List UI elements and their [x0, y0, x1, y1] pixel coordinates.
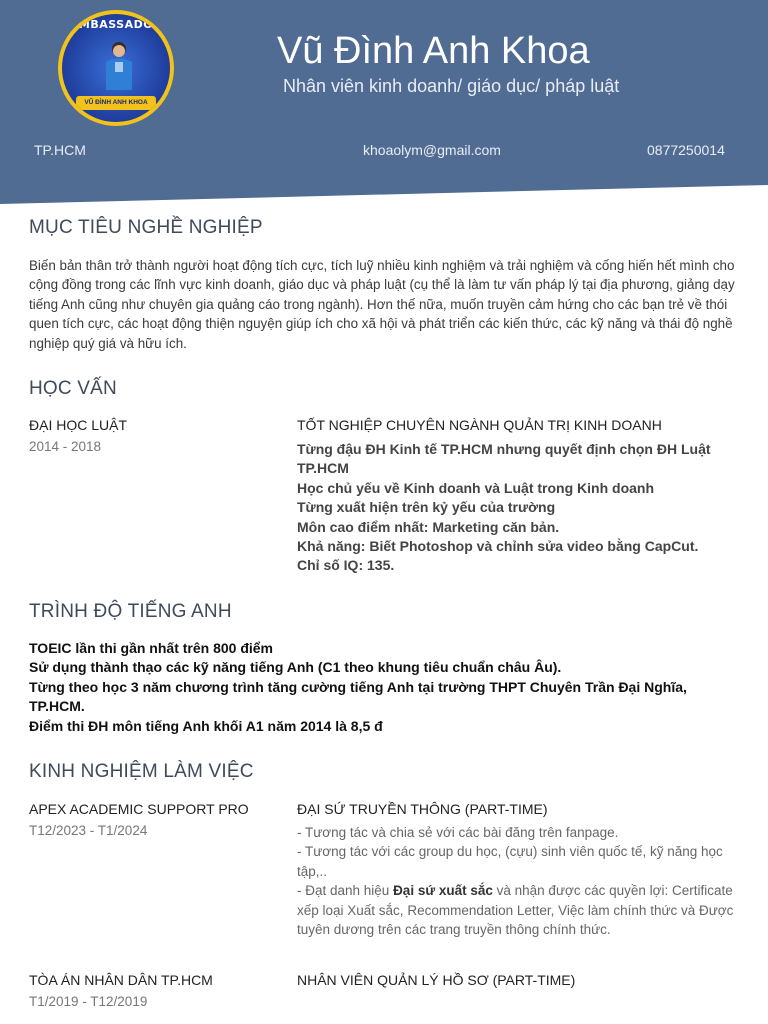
job-duty: - Tương tác với các group du học, (cựu) sinh viên quốc tế, kỹ năng học tập,.. [297, 844, 723, 879]
english-line: Từng theo học 3 năm chương trình tăng cường tiếng Anh tại trường THPT Chuyên Trần Đại Nghĩa, TP.HCM. [29, 678, 687, 715]
education-detail: Chỉ số IQ: 135. [297, 557, 395, 574]
job-dates: T1/2019 - T12/2019 [29, 994, 148, 1009]
education-dates: 2014 - 2018 [29, 439, 102, 454]
job-organization: APEX ACADEMIC SUPPORT PRO [29, 801, 249, 817]
job-left [29, 801, 284, 838]
english-line: Sử dụng thành thạo các kỹ năng tiếng Anh (C1 theo khung tiêu chuẩn châu Âu). [29, 659, 562, 676]
job-role: NHÂN VIÊN QUẢN LÝ HỒ SƠ (PART-TIME) [297, 972, 576, 988]
achievement-suffix: và nhận được các quyền lợi: Certificate xếp loại Xuất sắc, Recommendation Letter, Việc làm chính thức và Được tuyên dương trên các trang truyền thông chính thức. [297, 883, 734, 938]
objective-text: Biến bản thân trở thành người hoạt động tích cực, tích luỹ nhiều kinh nghiệm và trải nghiệm và cống hiến hết mình cho cộng đồng trong các lĩnh vực kinh doanh, giáo dục và pháp luật (cụ thể là làm tư vấn pháp lý tại địa phương, giảng dạy tiếng Anh cũng như chuyên gia quảng cáo trong ngành). Hơn thế nữa, muốn truyền cảm hứng cho các bạn trẻ về thói quen tích cực, các hoạt động thiện nguyện giúp ích cho xã hội và phát triển các kiến thức, các kỹ năng và thái độ nghề nghiệp quý giá và hữu ích. [29, 258, 735, 351]
english-line: Điểm thi ĐH môn tiếng Anh khối A1 năm 2014 là 8,5 đ [29, 717, 383, 734]
education-detail: Học chủ yếu về Kinh doanh và Luật trong Kinh doanh [297, 479, 655, 496]
education-detail: Khả năng: Biết Photoshop và chỉnh sửa video bằng CapCut. [297, 538, 699, 555]
job-left [29, 972, 284, 1009]
education-left [29, 417, 284, 454]
avatar-ribbon: VŨ ĐÌNH ANH KHOA [76, 96, 156, 110]
education-detail: Từng xuất hiện trên kỷ yếu của trường [297, 499, 556, 516]
location-text: TP.HCM [34, 142, 86, 158]
job-dates: T12/2023 - T1/2024 [29, 823, 148, 838]
candidate-name: Vũ Đình Anh Khoa [277, 30, 590, 72]
degree-title: TỐT NGHIỆP CHUYÊN NGÀNH QUẢN TRỊ KINH DOANH [297, 417, 662, 433]
header-banner [0, 0, 768, 205]
section-title-education: HỌC VẤN [29, 378, 117, 399]
email-link[interactable]: khoaolym@gmail.com [363, 142, 501, 158]
english-details [29, 639, 741, 736]
achievement-title: Đại sứ xuất sắc [393, 883, 493, 899]
person-icon [102, 40, 136, 90]
education-details [297, 440, 742, 576]
section-title-english: TRÌNH ĐỘ TIẾNG ANH [29, 601, 232, 622]
achievement-prefix: - Đạt danh hiệu [297, 883, 394, 899]
education-right [297, 417, 742, 576]
job-role: ĐẠI SỨ TRUYỀN THÔNG (PART-TIME) [297, 801, 548, 817]
avatar [58, 10, 174, 126]
job-right [297, 972, 742, 988]
job-duty: - Tương tác và chia sẻ với các bài đăng trên fanpage. [297, 825, 619, 840]
candidate-title: Nhân viên kinh doanh/ giáo dục/ pháp luật [283, 76, 620, 96]
job-organization: TÒA ÁN NHÂN DÂN TP.HCM [29, 972, 213, 988]
job-right [297, 801, 742, 939]
avatar-badge-text: MBASSADO [78, 18, 154, 31]
education-detail: Từng đậu ĐH Kinh tế TP.HCM nhưng quyết định chọn ĐH Luật TP.HCM [297, 441, 711, 477]
education-detail: Môn cao điểm nhất: Marketing căn bản. [297, 518, 560, 535]
phone-number[interactable]: 0877250014 [647, 142, 725, 158]
job-description [297, 823, 742, 939]
school-name: ĐẠI HỌC LUẬT [29, 417, 128, 433]
job-achievement [297, 881, 742, 939]
section-title-experience: KINH NGHIỆM LÀM VIỆC [29, 761, 254, 782]
section-title-objective: MỤC TIÊU NGHỀ NGHIỆP [29, 217, 263, 238]
english-line: TOEIC lần thi gần nhất trên 800 điểm [29, 640, 274, 656]
